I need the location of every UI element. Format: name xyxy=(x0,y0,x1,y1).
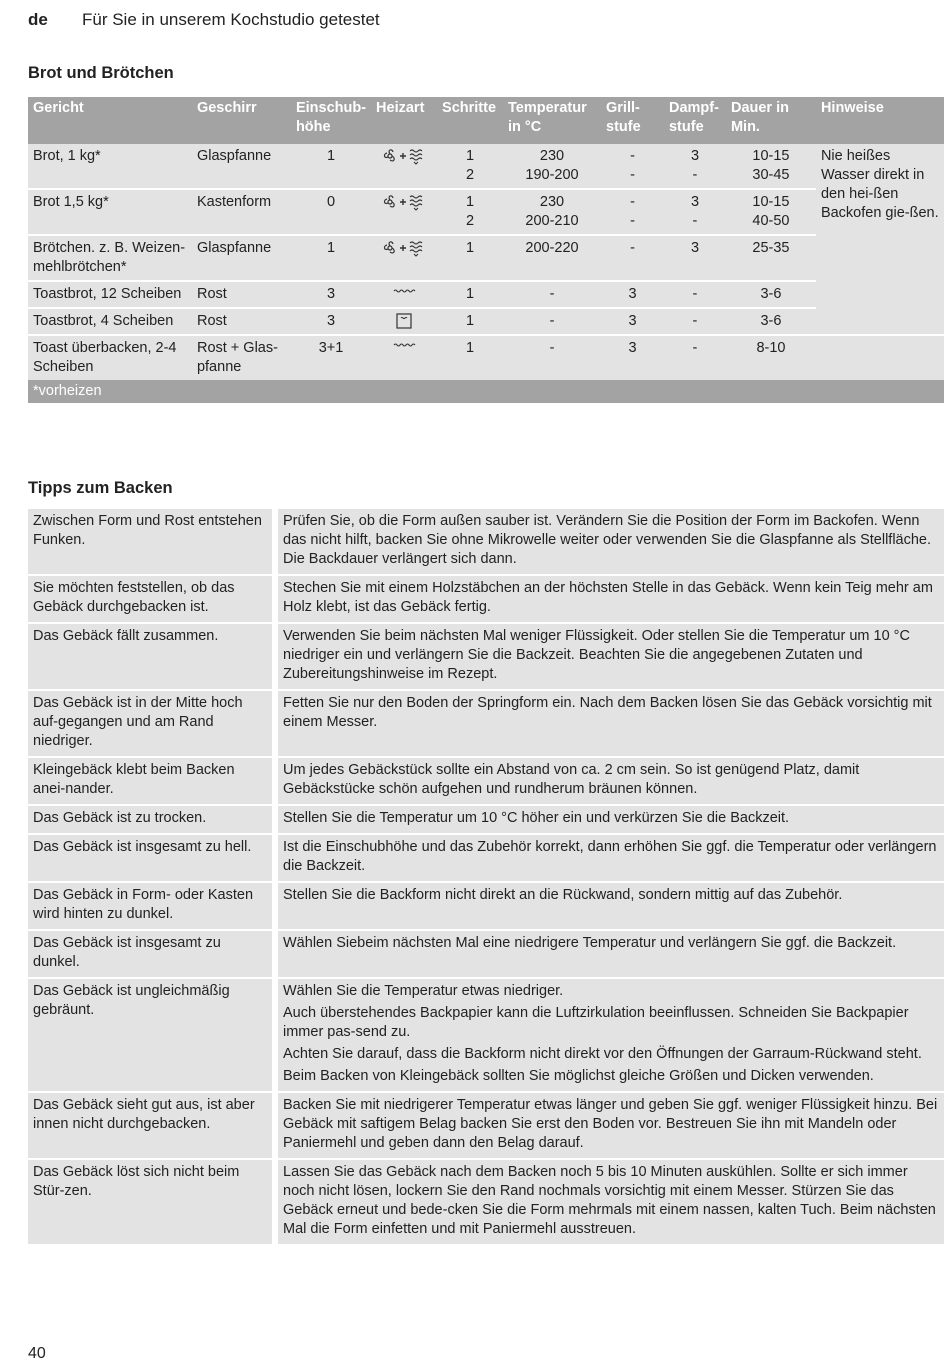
level-cell: 1 xyxy=(291,144,371,189)
steam-cell: 3 xyxy=(664,144,726,166)
dish-cell: Brötchen. z. B. Weizen-mehlbrötchen* xyxy=(28,235,192,281)
solution-text: Wählen Sie die Temperatur etwas niedriger. xyxy=(283,983,564,999)
section-title-tips: Tipps zum Backen xyxy=(28,479,173,497)
solution-cell xyxy=(275,509,944,575)
col-header: Grill-stufe xyxy=(601,97,664,144)
heat-cell xyxy=(371,144,437,189)
grill-cell: - xyxy=(601,212,664,235)
temp-cell: 200-210 xyxy=(503,212,601,235)
fan-steam-icon xyxy=(381,193,427,211)
solution-cell xyxy=(275,1092,944,1159)
dishware-cell: Kastenform xyxy=(192,189,291,235)
temp-cell: 230 xyxy=(503,144,601,166)
solution-text: Stellen Sie die Backform nicht direkt an die Rückwand, sondern mittig auf das Zubehör. xyxy=(283,887,843,903)
dishware-cell: Rost xyxy=(192,281,291,308)
bread-table xyxy=(28,97,944,403)
steps-cell: 2 xyxy=(437,166,503,189)
solution-text: Fetten Sie nur den Boden der Springform ein. Nach dem Backen lösen Sie das Gebäck vorsichtig mit einem Messer. xyxy=(283,695,932,730)
solution-text: Wählen Siebeim nächsten Mal eine niedrigere Temperatur und verlängern Sie ggf. die Backzeit. xyxy=(283,935,897,951)
col-header: Geschirr xyxy=(192,97,291,144)
heat-cell xyxy=(371,189,437,235)
problem-cell: Kleingebäck klebt beim Backen anei-nander. xyxy=(28,757,275,805)
table-row xyxy=(28,575,944,623)
solution-text: Stechen Sie mit einem Holzstäbchen an der höchsten Stelle in das Gebäck. Wenn kein Teig mehr am Holz klebt, ist das Gebäck fertig. xyxy=(283,580,933,615)
col-header: Dampf-stufe xyxy=(664,97,726,144)
temp-cell: - xyxy=(503,335,601,380)
problem-cell: Das Gebäck löst sich nicht beim Stür-zen. xyxy=(28,1159,275,1245)
col-header: Schritte xyxy=(437,97,503,144)
table-footnote-row xyxy=(28,380,944,403)
steam-cell: 3 xyxy=(664,235,726,281)
dish-cell: Brot, 1 kg* xyxy=(28,144,192,189)
solution-text: Stellen Sie die Temperatur um 10 °C höher ein und verkürzen Sie die Backzeit. xyxy=(283,810,790,826)
section-title-bread: Brot und Brötchen xyxy=(28,64,174,82)
solution-cell xyxy=(275,757,944,805)
steps-cell: 1 xyxy=(437,189,503,212)
grill-cell: - xyxy=(601,235,664,281)
fan-steam-icon xyxy=(381,147,427,165)
duration-cell: 3-6 xyxy=(726,308,816,335)
col-header: Gericht xyxy=(28,97,192,144)
grill-cell: - xyxy=(601,166,664,189)
temp-cell: 190-200 xyxy=(503,166,601,189)
table-row xyxy=(28,623,944,690)
bread-table-header xyxy=(28,97,944,144)
heat-cell xyxy=(371,281,437,308)
duration-cell: 8-10 xyxy=(726,335,816,380)
problem-cell: Das Gebäck ist in der Mitte hoch auf-gegangen und am Rand niedriger. xyxy=(28,690,275,757)
grill-cell: - xyxy=(601,189,664,212)
table-row xyxy=(28,834,944,882)
steam-cell: - xyxy=(664,281,726,308)
table-row xyxy=(28,235,944,281)
fan-steam-icon xyxy=(381,239,427,257)
table-row xyxy=(28,930,944,978)
notes-cell: Nie heißes Wasser direkt in den hei-ßen Backofen gie-ßen. xyxy=(816,144,944,335)
col-header: Dauer in Min. xyxy=(726,97,816,144)
grill-cell: - xyxy=(601,144,664,166)
problem-cell: Das Gebäck ist zu trocken. xyxy=(28,805,275,834)
heat-cell xyxy=(371,335,437,380)
temp-cell: 200-220 xyxy=(503,235,601,281)
tips-table xyxy=(28,509,944,1246)
table-row xyxy=(28,189,944,212)
page-number: 40 xyxy=(28,1345,46,1362)
solution-cell xyxy=(275,882,944,930)
table-row xyxy=(28,690,944,757)
solution-text: Lassen Sie das Gebäck nach dem Backen noch 5 bis 10 Minuten auskühlen. Sollte er sich immer noch nicht lösen, lockern Sie den Rand nochmals vorsichtig mit einem Messer. Stürzen Sie das Gebäck erneut und bede-cken Sie die Form mehrmals mit einem nassen, kalten Tuch. Beim nächsten Mal die Form einfetten und mit Paniermehl ausstreuen. xyxy=(283,1164,936,1237)
steam-cell: 3 xyxy=(664,189,726,212)
steam-cell: - xyxy=(664,166,726,189)
problem-cell: Zwischen Form und Rost entstehen Funken. xyxy=(28,509,275,575)
steam-cell: - xyxy=(664,308,726,335)
solution-cell xyxy=(275,805,944,834)
level-cell: 1 xyxy=(291,235,371,281)
table-row xyxy=(28,882,944,930)
problem-cell: Sie möchten feststellen, ob das Gebäck durchgebacken ist. xyxy=(28,575,275,623)
table-row xyxy=(28,509,944,575)
level-cell: 3 xyxy=(291,281,371,308)
steps-cell: 1 xyxy=(437,235,503,281)
dishware-cell: Glaspfanne xyxy=(192,144,291,189)
duration-cell: 10-15 xyxy=(726,189,816,212)
solution-text: Ist die Einschubhöhe und das Zubehör korrekt, dann erhöhen Sie ggf. die Temperatur oder verlängern die Backzeit. xyxy=(283,839,937,874)
dishware-cell: Rost + Glas-pfanne xyxy=(192,335,291,380)
solution-text: Auch überstehendes Backpapier kann die Luftzirkulation beeinflussen. Schneiden Sie Backpapier immer pas-send zu. xyxy=(283,1005,909,1040)
problem-cell: Das Gebäck ist insgesamt zu dunkel. xyxy=(28,930,275,978)
col-header: Heizart xyxy=(371,97,437,144)
solution-cell xyxy=(275,930,944,978)
level-cell: 0 xyxy=(291,189,371,235)
heat-cell xyxy=(371,235,437,281)
footnote: *vorheizen xyxy=(28,380,944,403)
table-row xyxy=(28,144,944,166)
grill-large-icon xyxy=(392,342,416,354)
grill-cell: 3 xyxy=(601,308,664,335)
temp-cell: 230 xyxy=(503,189,601,212)
language-tag: de xyxy=(28,10,48,29)
solution-text: Um jedes Gebäckstück sollte ein Abstand von ca. 2 cm sein. So ist genügend Platz, damit Gebäckstücke schön aufgehen und rundherum bräunen können. xyxy=(283,762,860,797)
solution-text: Prüfen Sie, ob die Form außen sauber ist. Verändern Sie die Position der Form im Backofen. Wenn das nicht hilft, backen Sie ohne Mikrowelle weiter oder verwenden Sie die Glaspfanne als Stellfläche. Die Backdauer verlängert sich dann. xyxy=(283,513,932,567)
table-row xyxy=(28,1092,944,1159)
dish-cell: Brot 1,5 kg* xyxy=(28,189,192,235)
table-row xyxy=(28,308,944,335)
steps-cell: 2 xyxy=(437,212,503,235)
grill-large-icon xyxy=(392,288,416,300)
problem-cell: Das Gebäck in Form- oder Kasten wird hinten zu dunkel. xyxy=(28,882,275,930)
problem-cell: Das Gebäck ist insgesamt zu hell. xyxy=(28,834,275,882)
solution-cell xyxy=(275,978,944,1092)
table-row xyxy=(28,757,944,805)
level-cell: 3 xyxy=(291,308,371,335)
table-row xyxy=(28,805,944,834)
table-row xyxy=(28,335,944,380)
temp-cell: - xyxy=(503,281,601,308)
problem-cell: Das Gebäck ist ungleichmäßig gebräunt. xyxy=(28,978,275,1092)
problem-cell: Das Gebäck fällt zusammen. xyxy=(28,623,275,690)
solution-text: Verwenden Sie beim nächsten Mal weniger Flüssigkeit. Oder stellen Sie die Temperatur um 10 °C niedriger ein und verlängern Sie die Backzeit. Beachten Sie die angegebenen Zutaten und Zubereitungshinweise im Rezept. xyxy=(283,628,910,682)
solution-cell xyxy=(275,690,944,757)
problem-cell: Das Gebäck sieht gut aus, ist aber innen nicht durchgebacken. xyxy=(28,1092,275,1159)
steam-cell: - xyxy=(664,212,726,235)
solution-cell xyxy=(275,575,944,623)
heat-cell xyxy=(371,308,437,335)
steps-cell: 1 xyxy=(437,308,503,335)
table-row xyxy=(28,281,944,308)
duration-cell: 25-35 xyxy=(726,235,816,281)
duration-cell: 40-50 xyxy=(726,212,816,235)
col-header: Einschub-höhe xyxy=(291,97,371,144)
grill-small-icon xyxy=(395,312,413,330)
header-title: Für Sie in unserem Kochstudio getestet xyxy=(82,10,380,29)
steps-cell: 1 xyxy=(437,335,503,380)
col-header: Temperatur in °C xyxy=(503,97,601,144)
solution-text: Beim Backen von Kleingebäck sollten Sie möglichst gleiche Größen und Dicken verwenden. xyxy=(283,1068,874,1084)
dish-cell: Toastbrot, 12 Scheiben xyxy=(28,281,192,308)
solution-cell xyxy=(275,834,944,882)
table-row xyxy=(28,1159,944,1245)
solution-text: Achten Sie darauf, dass die Backform nicht direkt vor den Öffnungen der Garraum-Rückwand steht. xyxy=(283,1046,922,1062)
grill-cell: 3 xyxy=(601,335,664,380)
dish-cell: Toastbrot, 4 Scheiben xyxy=(28,308,192,335)
grill-cell: 3 xyxy=(601,281,664,308)
notes-cell-empty xyxy=(816,335,944,380)
level-cell: 3+1 xyxy=(291,335,371,380)
solution-cell xyxy=(275,1159,944,1245)
duration-cell: 10-15 xyxy=(726,144,816,166)
solution-cell xyxy=(275,623,944,690)
dishware-cell: Rost xyxy=(192,308,291,335)
page-header xyxy=(28,10,380,30)
dishware-cell: Glaspfanne xyxy=(192,235,291,281)
table-row xyxy=(28,978,944,1092)
solution-text: Backen Sie mit niedrigerer Temperatur etwas länger und geben Sie ggf. weniger Flüssigkeit hinzu. Bei Gebäck mit saftigem Belag backen Sie erst den Boden vor. Bestreuen Sie ihn mit Mandeln oder Paniermehl und geben dann den Belag darauf. xyxy=(283,1097,938,1151)
duration-cell: 3-6 xyxy=(726,281,816,308)
col-header: Hinweise xyxy=(816,97,944,144)
steam-cell: - xyxy=(664,335,726,380)
dish-cell: Toast überbacken, 2-4 Scheiben xyxy=(28,335,192,380)
temp-cell: - xyxy=(503,308,601,335)
steps-cell: 1 xyxy=(437,144,503,166)
duration-cell: 30-45 xyxy=(726,166,816,189)
steps-cell: 1 xyxy=(437,281,503,308)
